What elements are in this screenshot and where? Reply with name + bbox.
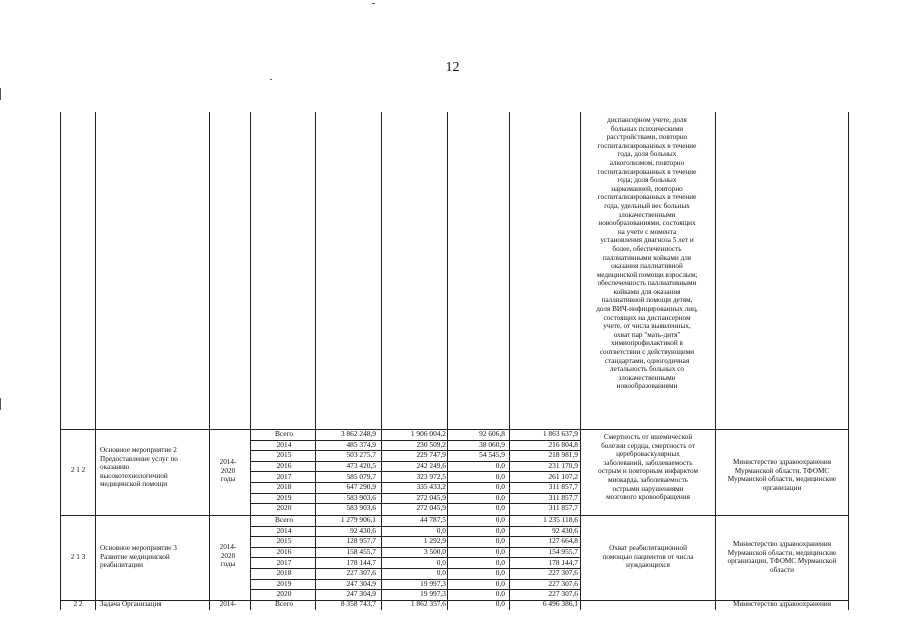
finance-regional: 92 606,8 [479,429,505,439]
finance-federal: 230 509,2 [416,439,446,449]
table-column-line [60,112,61,610]
finance-year: 2017 [276,557,292,567]
finance-year: 2020 [276,589,292,599]
finance-federal: 0,0 [436,525,446,535]
row-22-year: Всего [274,599,294,608]
finance-regional: 0,0 [495,503,505,513]
row-22-total: 8 358 743,7 [340,599,376,608]
finance-federal: 0,0 [436,568,446,578]
finance-year: Всего [274,515,294,525]
finance-federal: 44 787,5 [420,515,446,525]
finance-federal: 335 433,2 [416,482,446,492]
finance-other: 154 955,7 [548,547,578,556]
finance-total: 178 144,7 [346,557,376,567]
finance-regional: 0,0 [495,547,505,556]
finance-other: 227 307,6 [548,568,578,578]
scan-mark [270,79,272,80]
top-indicators-text: диспансерном учете, доля больных психическими расстройствами, повторно госпитализированных в течение года, доля больных алкоголизмом, повторно госпитализированных в течение года; доля больных наркоманией, повторно госпитализированных в течение года, удельный вес больных злокачественными новообразованиями, состоящих на учете с момента установления диагноза 5 лет и более, обеспеченность паллиативными койками для оказания паллиативной медицинской помощи взрослым; обеспеченность паллиативными койками для оказания паллиативной помощи детям, доля ВИЧ-инфицированных лиц, состоящих на диспансерном учете, от числа выявленных, охват пар "мать-дитя" химиопрофилактикой в соответствии с действующими стандартами, одногодичная летальность больных со злокачественными новообразованиями [596,116,698,391]
finance-regional: 0,0 [495,589,505,599]
finance-other: 216 804,8 [548,439,578,449]
finance-total: 158 455,7 [346,547,376,556]
finance-total: 92 430,6 [350,525,376,535]
finance-total: 3 862 248,9 [340,429,376,439]
row-22-other: 6 496 386,1 [542,599,578,608]
finance-year: 2016 [276,461,292,470]
row-213-executor: Министерство здравоохранения Мурманской области, медицинские организации, ТФОМС Мурманской области [727,540,837,574]
finance-other: 1 235 118,6 [543,515,578,525]
row-22-regional: 0,0 [495,599,505,608]
finance-regional: 0,0 [495,578,505,588]
table-column-line [95,112,96,610]
finance-federal: 19 997,3 [420,578,446,588]
finance-regional: 0,0 [495,568,505,578]
row-213-indicator: Охват реабилитационной помощью пациентов от числа нуждающихся [602,544,694,570]
scan-mark [372,3,375,4]
row-212-indicator: Смертность от ишемической болезни сердца, смертность от цереброваскулярных заболеваний, заболеваемость острым и повторным инфарктом миокарда, заболеваемость острыми нарушениями мозгового кровообращения [597,433,699,502]
finance-year: 2017 [276,471,292,481]
scan-mark [0,398,1,410]
finance-federal: 1 292,9 [423,536,446,546]
finance-federal: 323 972,5 [416,471,446,481]
table-column-line [715,112,716,610]
table-column-line [580,112,581,610]
finance-year: Всего [274,429,294,439]
finance-year: 2014 [276,439,292,449]
finance-total: 583 903,6 [346,492,376,502]
scan-mark [0,88,1,100]
finance-year: 2016 [276,547,292,556]
page-number: 12 [445,60,460,75]
finance-other: 261 107,2 [548,471,578,481]
finance-other: 127 664,8 [548,536,578,546]
finance-other: 218 981,9 [548,450,578,460]
row-213-name: Основное мероприятие 3 Развитие медицинской реабилитации [100,544,177,570]
finance-federal: 19 997,3 [420,589,446,599]
table-column-line [209,112,210,610]
finance-year: 2015 [276,450,292,460]
row-212-executor: Министерство здравоохранения Мурманской области, ТФОМС Мурманской области, медицинские организации [727,458,837,492]
finance-year: 2019 [276,492,292,502]
finance-federal: 3 500,0 [423,547,446,556]
finance-total: 1 279 906,1 [340,515,376,525]
finance-year: 2018 [276,568,292,578]
finance-other: 311 857,7 [548,503,578,513]
row-212-name: Основное мероприятие 2 Предоставление услуг по оказанию высокотехнологичной медицинской помощи [100,446,178,489]
finance-year: 2014 [276,525,292,535]
finance-total: 485 374,9 [346,439,376,449]
finance-regional: 0,0 [495,492,505,502]
finance-federal: 229 747,9 [416,450,446,460]
finance-total: 247 304,9 [346,589,376,599]
finance-federal: 0,0 [436,557,446,567]
finance-year: 2018 [276,482,292,492]
finance-total: 247 304,9 [346,578,376,588]
row-213-code: 2 1 3 [70,553,86,561]
finance-other: 311 857,7 [548,482,578,492]
finance-regional: 0,0 [495,557,505,567]
finance-year: 2020 [276,503,292,513]
finance-total: 583 903,6 [346,503,376,513]
finance-year: 2015 [276,536,292,546]
finance-regional: 0,0 [495,461,505,470]
finance-federal: 272 045,9 [416,492,446,502]
finance-other: 1 863 637,9 [542,429,578,439]
finance-regional: 0,0 [495,482,505,492]
row-22-name: Задача Организация [100,600,162,608]
finance-year: 2019 [276,578,292,588]
finance-regional: 0,0 [495,525,505,535]
finance-total: 473 420,5 [346,461,376,470]
row-212-period: 2014- 2020 годы [219,458,237,484]
finance-other: 311 857,7 [548,492,578,502]
finance-total: 585 079,7 [346,471,376,481]
table-column-line [848,112,849,610]
finance-other: 231 170,9 [548,461,578,470]
finance-regional: 0,0 [495,471,505,481]
row-213-period: 2014- 2020 годы [219,543,237,569]
finance-total: 503 275,7 [346,450,376,460]
finance-regional: 38 060,9 [479,439,505,449]
row-212-code: 2 1 2 [70,466,86,474]
finance-regional: 0,0 [495,536,505,546]
row-22-federal: 1 862 357,6 [410,599,446,608]
finance-total: 128 957,7 [346,536,376,546]
finance-federal: 272 045,9 [416,503,446,513]
row-22-code: 2 2 [73,600,83,608]
row-22-period: 2014- [219,600,237,608]
finance-other: 92 430,6 [552,525,578,535]
finance-other: 178 144,7 [548,557,578,567]
finance-federal: 1 906 004,2 [410,429,446,439]
finance-regional: 0,0 [495,515,505,525]
finance-federal: 242 249,6 [416,461,446,470]
finance-other: 227 307,6 [548,589,578,599]
finance-total: 227 307,6 [346,568,376,578]
finance-other: 227 307,6 [548,578,578,588]
row-22-executor: Министерство здравоохранения [732,600,832,608]
finance-total: 647 290,9 [346,482,376,492]
finance-regional: 54 545,9 [479,450,505,460]
